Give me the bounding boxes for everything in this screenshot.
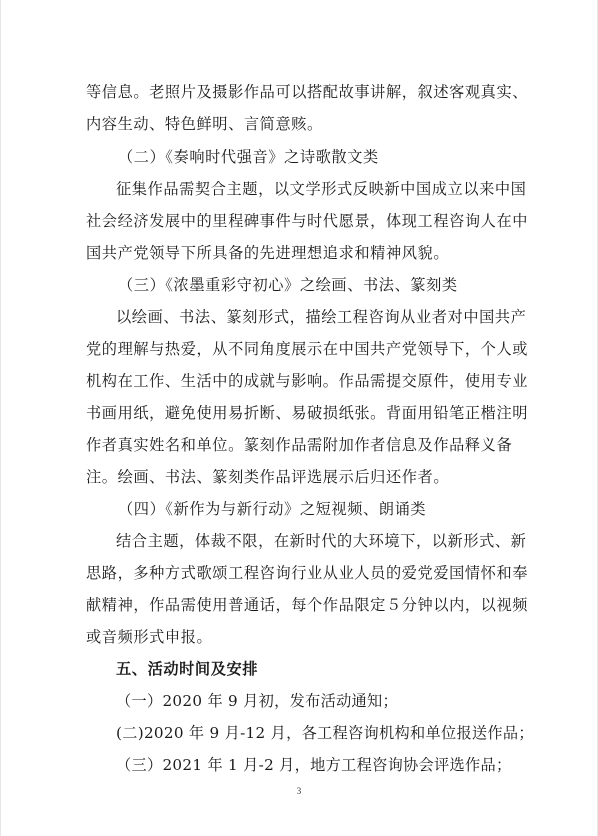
paragraph-line: 机构在工作、生活中的成就与影响。作品需提交原件，使用专业: [86, 372, 529, 390]
paragraph-line: 社会经济发展中的里程碑事件与时代愿景，体现工程咨询人在中: [86, 212, 529, 230]
schedule-item: （三）2021 年 1 月-2 月，地方工程咨询协会评选作品；: [116, 756, 512, 774]
schedule-item: (二)2020 年 9 月-12 月，各工程咨询机构和单位报送作品；: [116, 724, 534, 742]
paragraph-line: 思路，多种方式歌颂工程咨询行业从业人员的爱党爱国情怀和奉: [86, 564, 529, 582]
paragraph-line: 作者真实姓名和单位。篆刻作品需附加作者信息及作品释义备: [86, 436, 513, 454]
paragraph-line: 党的理解与热爱，从不同角度展示在中国共产党领导下，个人或: [86, 340, 529, 358]
subsection-heading: （四）《新作为与新行动》之短视频、朗诵类: [118, 500, 427, 518]
paragraph-line: 或音频形式申报。: [86, 628, 213, 646]
paragraph-line: 征集作品需契合主题，以文学形式反映新中国成立以来中国: [116, 180, 527, 198]
section-title: 五、活动时间及安排: [116, 660, 259, 678]
paragraph-line: 注。绘画、书法、篆刻类作品评选展示后归还作者。: [86, 468, 450, 486]
paragraph-line: 内容生动、特色鲜明、言简意赅。: [86, 115, 323, 133]
subsection-heading: （三）《浓墨重彩守初心》之绘画、书法、篆刻类: [118, 276, 458, 294]
paragraph-line: 等信息。老照片及摄影作品可以搭配故事讲解，叙述客观真实、: [86, 83, 529, 101]
schedule-item: （一）2020 年 9 月初，发布活动通知；: [116, 692, 399, 710]
paragraph-line: 献精神，作品需使用普通话，每个作品限定５分钟以内，以视频: [86, 596, 529, 614]
paragraph-line: 国共产党领导下所具备的先进理想追求和精神风貌。: [86, 244, 450, 262]
page-number: 3: [296, 786, 302, 796]
page-edge-left: [0, 0, 1, 836]
paragraph-line: 结合主题，体裁不限，在新时代的大环境下，以新形式、新: [116, 532, 527, 550]
paragraph-line: 书画用纸，避免使用易折断、易破损纸张。背面用铅笔正楷注明: [86, 404, 529, 422]
subsection-heading: （二）《奏响时代强音》之诗歌散文类: [118, 148, 379, 166]
paragraph-line: 以绘画、书法、篆刻形式，描绘工程咨询从业者对中国共产: [116, 308, 527, 326]
